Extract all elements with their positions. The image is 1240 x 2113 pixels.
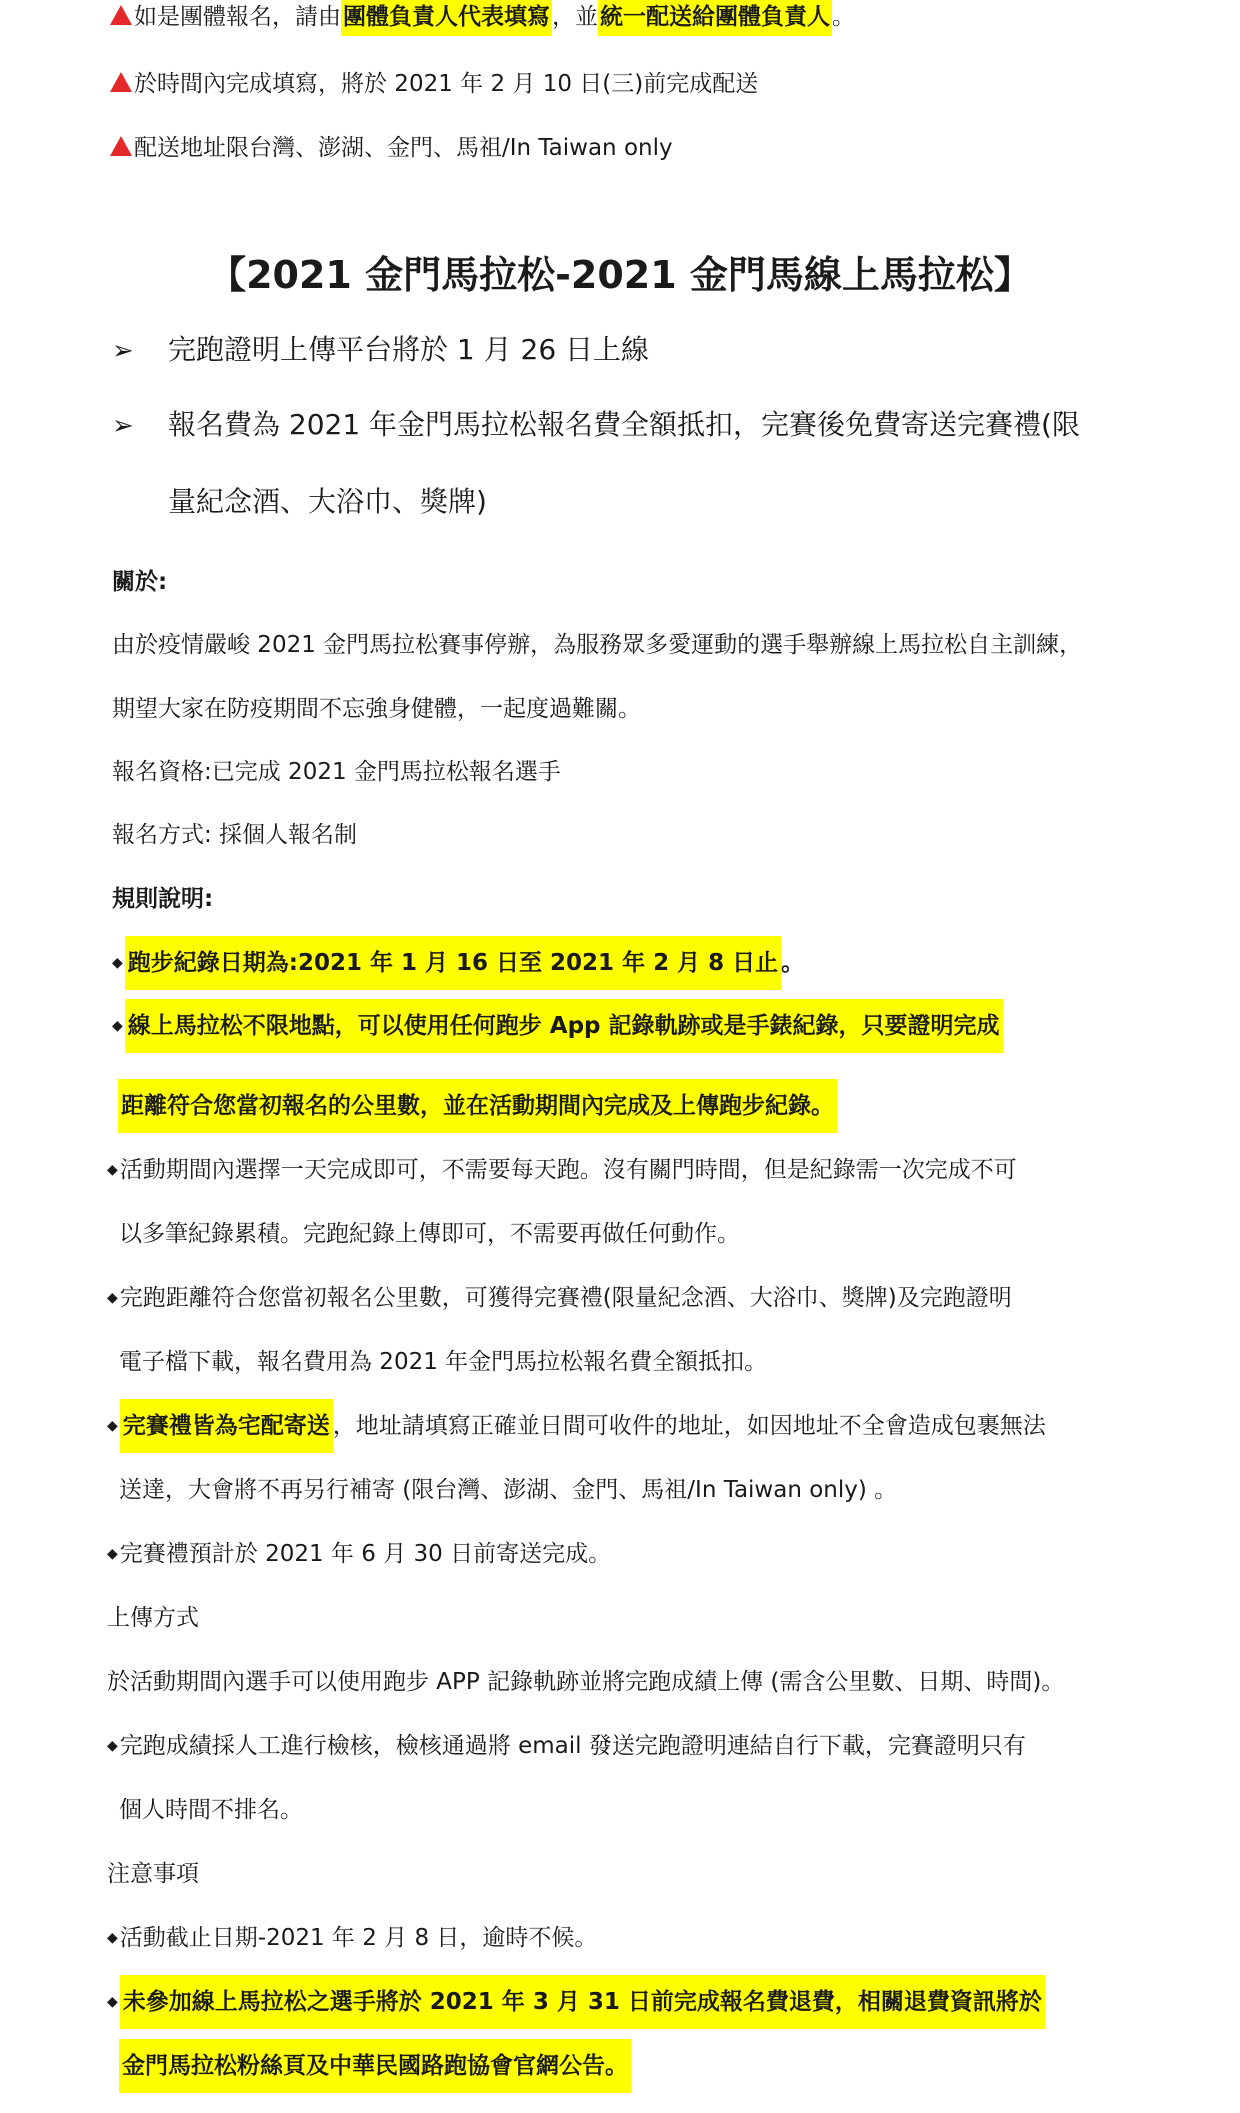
diamond-bullet-icon: ◆ — [107, 1162, 118, 1178]
rule-3: ◆活動期間內選擇一天完成即可，不需要每天跑。沒有關門時間，但是紀錄需一次完成不可 — [107, 1153, 1017, 1187]
diamond-bullet-icon: ◆ — [107, 1738, 118, 1754]
rule-1: ◆ 跑步紀錄日期為:2021 年 1 月 16 日至 2021 年 2 月 8 日止 。 — [112, 946, 804, 980]
notice-3: 配送地址限台灣、澎湖、金門、馬祖/In Taiwan only — [110, 131, 673, 165]
about-method: 報名方式: 採個人報名制 — [112, 822, 358, 848]
warning-triangle-icon — [110, 72, 132, 92]
diamond-bullet-icon: ◆ — [112, 955, 123, 971]
upload-rule-1: ◆完跑成績採人工進行檢核，檢核通過將 email 發送完跑證明連結自行下載，完賽證明只有 — [107, 1729, 1026, 1763]
rules-heading: 規則說明: — [112, 886, 214, 912]
about-line-2: 期望大家在防疫期間不忘強身健體，一起度過難關。 — [112, 696, 641, 722]
rule-5-cont: 送達，大會將不再另行補寄 (限台灣、澎湖、金門、馬祖/In Taiwan only) 。 — [119, 1477, 898, 1503]
diamond-bullet-icon: ◆ — [107, 1930, 118, 1946]
bullet-2-cont: 量紀念酒、大浴巾、獎牌) — [168, 485, 487, 518]
diamond-bullet-icon: ◆ — [107, 1546, 118, 1562]
diamond-bullet-icon: ◆ — [107, 1290, 118, 1306]
rule-4-cont: 電子檔下載，報名費用為 2021 年金門馬拉松報名費全額抵扣。 — [119, 1349, 768, 1375]
note-1: ◆活動截止日期-2021 年 2 月 8 日，逾時不候。 — [107, 1921, 597, 1955]
rule-6: ◆完賽禮預計於 2021 年 6 月 30 日前寄送完成。 — [107, 1537, 611, 1571]
upload-rule-1-cont: 個人時間不排名。 — [119, 1797, 303, 1823]
rule-2-cont: 距離符合您當初報名的公里數，並在活動期間內完成及上傳跑步紀錄。 — [118, 1089, 837, 1123]
page-title: 【2021 金門馬拉松-2021 金門馬線上馬拉松】 — [208, 253, 1032, 297]
diamond-bullet-icon: ◆ — [112, 1018, 123, 1034]
note-2: ◆ 未參加線上馬拉松之選手將於 2021 年 3 月 31 日前完成報名費退費，相關退費資訊將於 — [107, 1985, 1045, 2019]
bullet-1: ➢ 完跑證明上傳平台將於 1 月 26 日上線 — [112, 330, 649, 371]
upload-line-1: 於活動期間內選手可以使用跑步 APP 記錄軌跡並將完跑成績上傳 (需含公里數、日期、時間)。 — [107, 1669, 1065, 1695]
notice-2: 於時間內完成填寫，將於 2021 年 2 月 10 日(三)前完成配送 — [110, 67, 758, 101]
bullet-2: ➢ 報名費為 2021 年金門馬拉松報名費全額抵扣，完賽後免費寄送完賽禮(限 — [112, 405, 1080, 446]
warning-triangle-icon — [110, 136, 132, 156]
diamond-bullet-icon: ◆ — [107, 1994, 118, 2010]
rule-5: ◆ 完賽禮皆為宅配寄送 ，地址請填寫正確並日間可收件的地址，如因地址不全會造成包裹無法 — [107, 1409, 1046, 1443]
arrow-bullet-icon: ➢ — [112, 411, 134, 441]
note-2-cont: 金門馬拉松粉絲頁及中華民國路跑協會官網公告。 — [119, 2049, 631, 2083]
rule-3-cont: 以多筆紀錄累積。完跑紀錄上傳即可，不需要再做任何動作。 — [119, 1221, 740, 1247]
arrow-bullet-icon: ➢ — [112, 336, 134, 366]
notice-1: 如是團體報名，請由團體負責人代表填寫，並統一配送給團體負責人。 — [110, 0, 855, 34]
notes-heading: 注意事項 — [107, 1861, 199, 1887]
diamond-bullet-icon: ◆ — [107, 1418, 118, 1434]
rule-4: ◆完跑距離符合您當初報名公里數，可獲得完賽禮(限量紀念酒、大浴巾、獎牌)及完跑證明 — [107, 1281, 1012, 1315]
about-heading: 關於: — [112, 569, 168, 595]
about-eligibility: 報名資格:已完成 2021 金門馬拉松報名選手 — [112, 759, 561, 785]
upload-heading: 上傳方式 — [107, 1605, 199, 1631]
warning-triangle-icon — [110, 5, 132, 25]
about-line-1: 由於疫情嚴峻 2021 金門馬拉松賽事停辦，為服務眾多愛運動的選手舉辦線上馬拉松自主訓練， — [112, 632, 1083, 658]
rule-2: ◆ 線上馬拉松不限地點，可以使用任何跑步 App 記錄軌跡或是手錶紀錄，只要證明完成 — [112, 1009, 1003, 1043]
